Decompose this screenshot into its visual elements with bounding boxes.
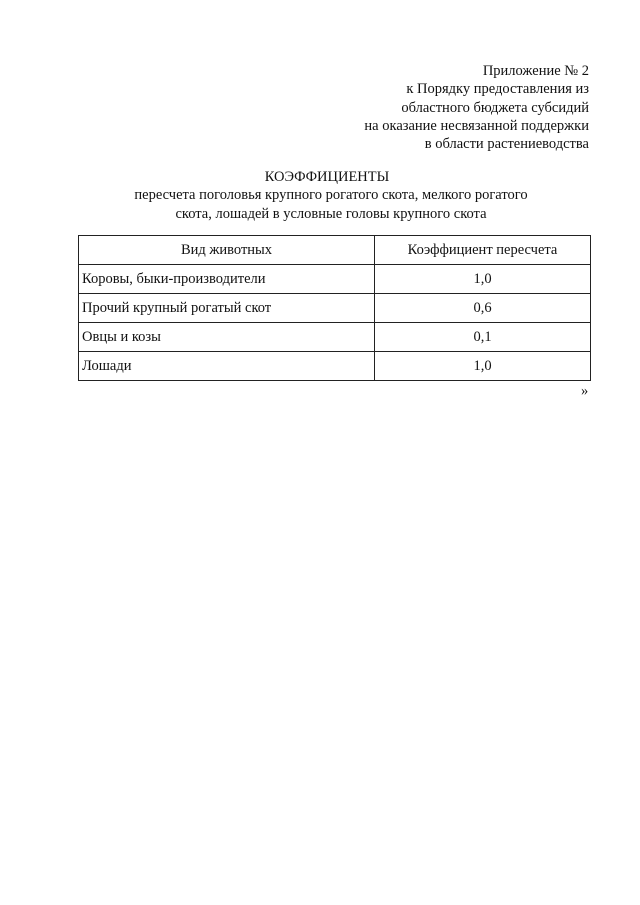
table-header-row [79,236,591,265]
coefficient-cell: 0,6 [375,294,591,323]
table-row [79,294,591,323]
animal-type-cell: Лошади [79,352,375,381]
document-heading [0,168,640,223]
appendix-line: к Порядку предоставления из [406,81,589,98]
appendix-line: на оказание несвязанной поддержки [364,117,589,134]
coefficients-table [78,235,591,381]
table-row [79,323,591,352]
animal-type-cell: Овцы и козы [79,323,375,352]
coefficient-cell: 1,0 [375,265,591,294]
coefficient-cell: 1,0 [375,352,591,381]
appendix-line: областного бюджета субсидий [401,99,589,116]
document-title: КОЭФФИЦИЕНТЫ [264,169,390,185]
column-header-coefficient: Коэффициент пересчета [375,236,591,265]
document-subtitle-line: скота, лошадей в условные головы крупного скота [175,205,487,222]
coefficient-cell: 0,1 [375,323,591,352]
animal-type-cell: Прочий крупный рогатый скот [79,294,375,323]
document-subtitle-line: пересчета поголовья крупного рогатого скота, мелкого рогатого [134,187,528,204]
table-row [79,265,591,294]
closing-quote-mark: » [581,383,589,399]
table-row [79,352,591,381]
appendix-line: Приложение № 2 [482,63,589,79]
column-header-animal-type: Вид животных [79,236,375,265]
animal-type-cell: Коровы, быки-производители [79,265,375,294]
appendix-reference [364,62,589,153]
appendix-line: в области растениеводства [424,136,589,153]
